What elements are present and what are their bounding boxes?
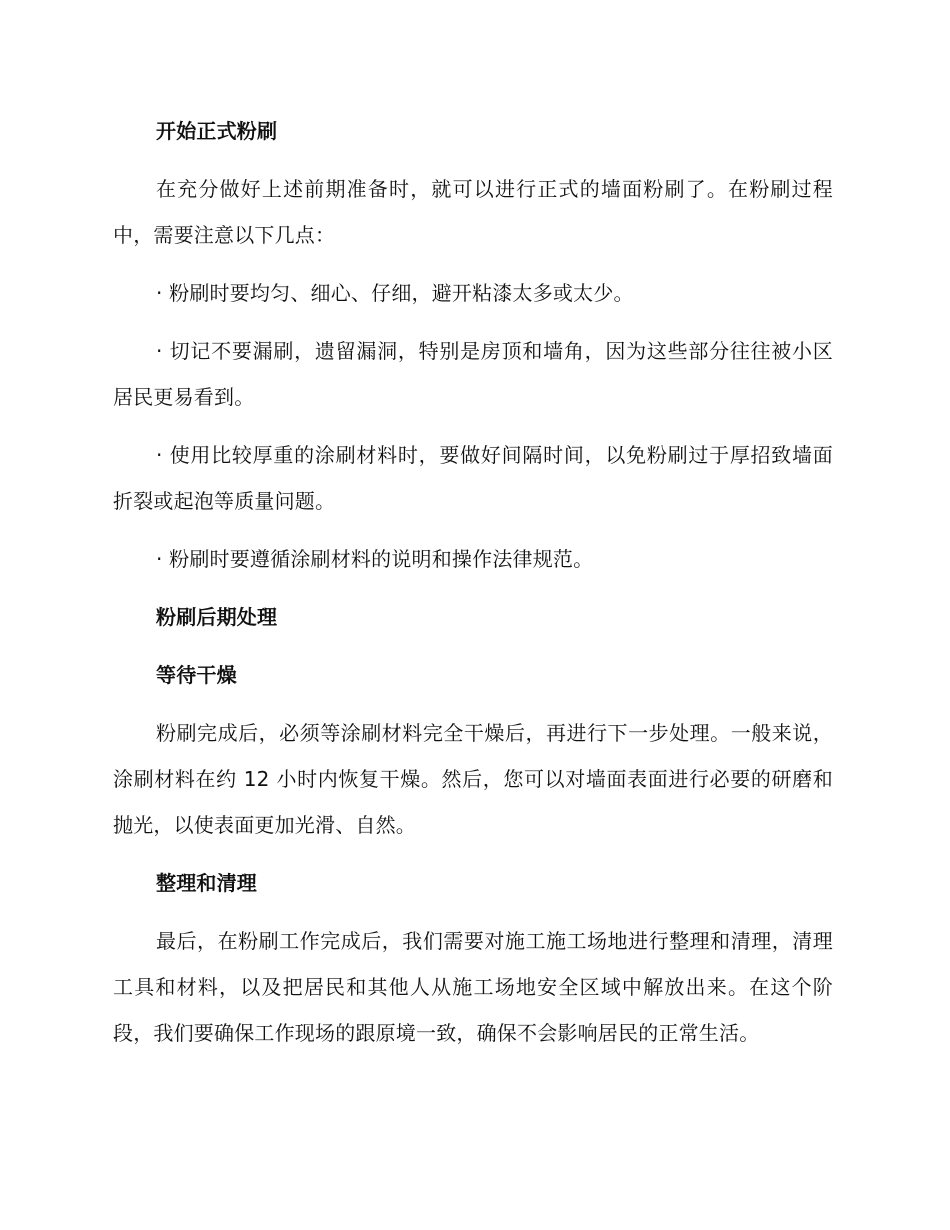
bullet-item-follow-instructions: · 粉刷时要遵循涂刷材料的说明和操作法律规范。 <box>156 547 594 571</box>
document-body <box>113 108 833 1068</box>
bullet-item-even-painting: · 粉刷时要均匀、细心、仔细，避开粘漆太多或太少。 <box>156 281 634 305</box>
section-heading-post-processing: 粉刷后期处理 <box>156 605 278 629</box>
subheading-wait-drying: 等待干燥 <box>156 663 237 687</box>
subheading-cleanup: 整理和清理 <box>156 871 257 895</box>
paragraph-cleanup: 最后，在粉刷工作完成后，我们需要对施工施工场地进行整理和清理，清理工具和材料，以及把居民和其他人从施工场地安全区域中解放出来。在这个阶段，我们要确保工作现场的跟原境一致，确保不会影响居民的正常生活。 <box>113 929 833 1045</box>
paragraph-intro: 在充分做好上述前期准备时，就可以进行正式的墙面粉刷了。在粉刷过程中，需要注意以下几点： <box>113 177 833 247</box>
paragraph-drying: 粉刷完成后，必须等涂刷材料完全干燥后，再进行下一步处理。一般来说，涂刷材料在约 12 小时内恢复干燥。然后，您可以对墙面表面进行必要的研磨和抛光，以使表面更加光滑、自然。 <box>113 721 833 837</box>
bullet-item-no-missed-spots: · 切记不要漏刷，遗留漏洞，特别是房顶和墙角，因为这些部分往往被小区居民更易看到。 <box>113 339 833 409</box>
bullet-item-interval-time: · 使用比较厚重的涂刷材料时，要做好间隔时间，以免粉刷过于厚招致墙面折裂或起泡等质量问题。 <box>113 443 833 513</box>
section-heading-start-painting: 开始正式粉刷 <box>156 119 278 143</box>
